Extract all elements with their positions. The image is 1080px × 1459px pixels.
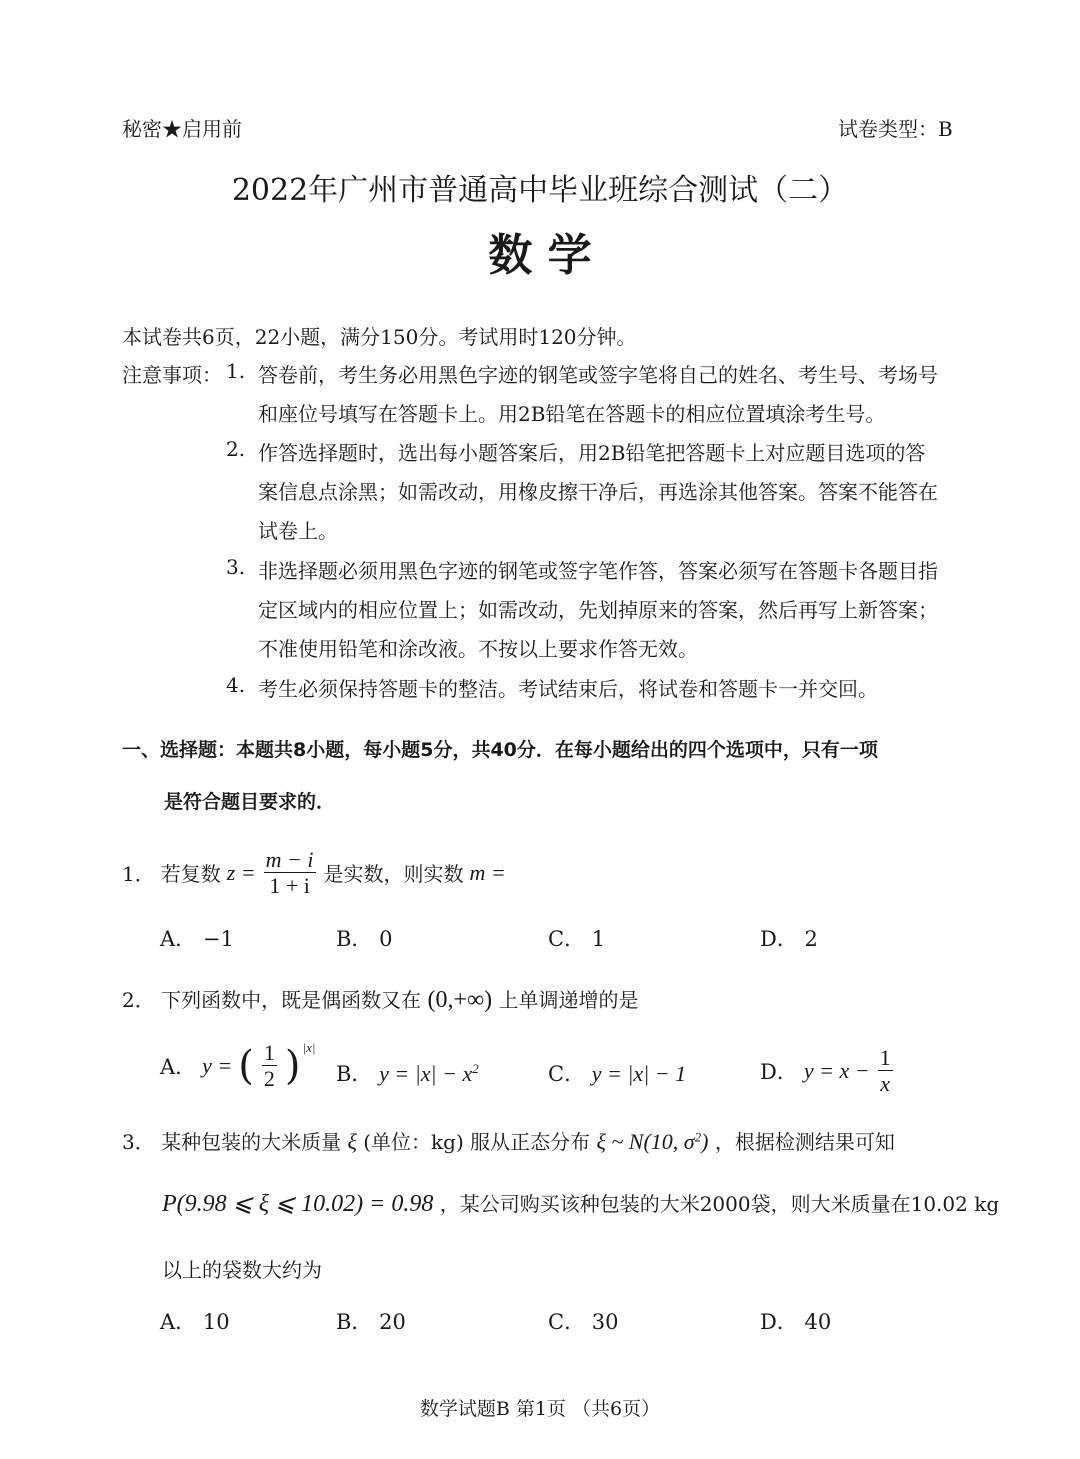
- q3-number: 3．: [122, 1130, 155, 1154]
- q1-option-d[interactable]: [760, 923, 818, 953]
- q3-probability: P(9.98 ⩽ ξ ⩽ 10.02) = 0.98: [162, 1191, 434, 1217]
- option-label: C．: [548, 927, 586, 951]
- q1-fraction: [264, 847, 316, 899]
- q3-distribution: ξ ~ N(10, σ: [596, 1129, 695, 1154]
- option-value: 0: [379, 927, 393, 951]
- note-1-line: 和座位号填写在答题卡上。用2B铅笔在答题卡的相应位置填涂考生号。: [258, 402, 886, 426]
- option-label: B．: [336, 1310, 373, 1334]
- q3-text-line2: ，某公司购买该种包装的大米2000袋，则大米质量在10.02 kg: [439, 1192, 1000, 1216]
- q3-text-pre: 某种包装的大米质量: [161, 1130, 342, 1154]
- q1-z-eq: z =: [226, 859, 256, 885]
- q3-option-b[interactable]: [336, 1306, 406, 1336]
- q3-option-c[interactable]: [548, 1306, 619, 1336]
- note-3-line: 定区域内的相应位置上；如需改动，先划掉原来的答案，然后再写上新答案；: [258, 598, 938, 622]
- option-label: D．: [760, 927, 798, 951]
- page-footer: 数学试题B 第1页 （共6页）: [419, 1398, 661, 1420]
- intro-text: 本试卷共6页，22小题，满分150分。考试用时120分钟。: [122, 325, 637, 349]
- question-3-line-1: [122, 1126, 895, 1155]
- q1-denominator: 1 + i: [269, 873, 310, 899]
- option-value: −1: [202, 927, 234, 951]
- q2d-numerator: 1: [879, 1045, 891, 1070]
- option-label: A．: [160, 927, 197, 951]
- option-label: B．: [336, 927, 373, 951]
- option-value: 30: [591, 1310, 619, 1334]
- q3-option-a[interactable]: [160, 1306, 230, 1336]
- question-3-line-3: 以上的袋数大约为: [162, 1258, 322, 1282]
- question-1: [122, 847, 506, 899]
- note-2-line: 作答选择题时，选出每小题答案后，用2B铅笔把答题卡上对应题目选项的答: [258, 441, 926, 465]
- q2-option-d[interactable]: [760, 1045, 895, 1097]
- q1-numerator: m − i: [265, 847, 314, 872]
- note-1-line: 答卷前，考生务必用黑色字迹的钢笔或签字笔将自己的姓名、考生号、考场号: [258, 363, 938, 387]
- note-4-num: 4.: [226, 673, 246, 697]
- q1-text-mid: 是实数，则实数: [323, 862, 464, 887]
- note-3-line: 非选择题必须用黑色字迹的钢笔或签字笔作答，答案必须写在答题卡各题目指: [258, 559, 938, 583]
- q2d-lhs: y = x −: [803, 1057, 870, 1083]
- section-heading: 一、选择题：本题共8小题，每小题5分，共40分．在每小题给出的四个选项中，只有一项: [122, 739, 878, 761]
- q1-text-pre: 若复数: [160, 862, 221, 887]
- q2a-lhs: y =: [202, 1052, 233, 1078]
- note-4-line: 考生必须保持答题卡的整洁。考试结束后，将试卷和答题卡一并交回。: [258, 677, 878, 701]
- option-label: D．: [760, 1310, 798, 1334]
- note-2-line: 案信息点涂黑；如需改动，用橡皮擦干净后，再选涂其他答案。答案不能答在: [258, 480, 938, 504]
- q2d-fraction: [878, 1045, 893, 1097]
- question-3-line-2: [162, 1188, 999, 1218]
- option-value: 20: [379, 1310, 406, 1334]
- subject-title: 数 学: [488, 230, 592, 281]
- section-heading-cont: 是符合题目要求的．: [164, 791, 336, 813]
- q3-xi: ξ: [347, 1129, 357, 1154]
- q2c-expr: y = |x| − 1: [591, 1061, 687, 1086]
- q3-option-d[interactable]: [760, 1306, 831, 1336]
- q1-number: 1．: [122, 862, 155, 887]
- q2-option-b[interactable]: [336, 1058, 479, 1088]
- paper-type-label: 试卷类型：B: [838, 117, 953, 141]
- q2-number: 2．: [122, 988, 155, 1012]
- q2-option-a[interactable]: [160, 1040, 315, 1092]
- q2-text-pre: 下列函数中，既是偶函数又在: [161, 988, 422, 1012]
- question-2: [122, 984, 638, 1014]
- q3-dist-sup: 2: [694, 1129, 702, 1145]
- q1-m-eq: m =: [469, 859, 506, 885]
- note-1-num: 1.: [226, 359, 246, 383]
- q3-text-mid: 服从正态分布: [470, 1130, 591, 1154]
- option-label: A．: [160, 1310, 197, 1334]
- q2-option-c[interactable]: [548, 1058, 686, 1088]
- notes-label: 注意事项：: [122, 363, 222, 387]
- note-2-line: 试卷上。: [258, 519, 338, 543]
- q2-text-post: 上单调递增的是: [498, 988, 639, 1012]
- note-2-num: 2.: [226, 437, 246, 461]
- q3-unit: (单位：kg): [363, 1130, 464, 1154]
- q2b-sup: 2: [472, 1061, 479, 1076]
- q3-dist-end: ): [701, 1129, 709, 1154]
- q2b-expr: y = |x| − x: [379, 1061, 473, 1086]
- option-label: D．: [760, 1059, 798, 1084]
- option-label: C．: [548, 1310, 586, 1334]
- q1-option-c[interactable]: [548, 923, 605, 953]
- option-label: B．: [336, 1062, 373, 1086]
- option-label: C．: [548, 1062, 586, 1086]
- option-value: 1: [591, 927, 606, 951]
- note-3-line: 不准使用铅笔和涂改液。不按以上要求作答无效。: [258, 637, 698, 661]
- q1-option-a[interactable]: [160, 923, 234, 953]
- left-paren: (: [238, 1042, 254, 1089]
- right-paren: ): [284, 1042, 301, 1089]
- exam-title: 2022年广州市普通高中毕业班综合测试（二）: [231, 173, 849, 208]
- q2d-denominator: x: [880, 1071, 890, 1097]
- option-value: 40: [804, 1310, 832, 1334]
- note-3-num: 3.: [226, 555, 246, 579]
- option-label: A．: [160, 1054, 197, 1079]
- option-value: 10: [202, 1310, 230, 1334]
- q2a-exponent: |x|: [302, 1040, 316, 1055]
- option-value: 2: [804, 927, 818, 951]
- q2a-denominator: 2: [263, 1066, 275, 1092]
- q2-interval: (0,+∞): [427, 987, 493, 1013]
- confidential-label: 秘密★启用前: [122, 117, 242, 141]
- q2a-fraction: [262, 1040, 277, 1092]
- q3-text-post: ，根据检测结果可知: [714, 1130, 895, 1154]
- q2a-numerator: 1: [263, 1040, 275, 1065]
- q1-option-b[interactable]: [336, 923, 393, 953]
